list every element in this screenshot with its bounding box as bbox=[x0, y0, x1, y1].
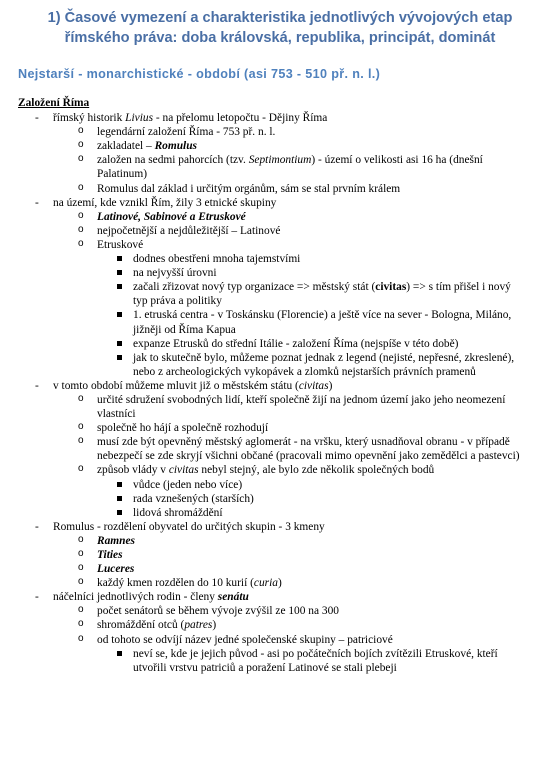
period-subtitle: Nejstarší - monarchistické - období (asi 753 - 510 př. n. l.) bbox=[18, 67, 381, 81]
outline-list bbox=[18, 111, 528, 675]
list-item bbox=[18, 590, 528, 604]
list-item: rada vznešených (starších) bbox=[18, 492, 528, 506]
text: civitas bbox=[298, 379, 329, 392]
title-line-2: římského práva: doba královská, republika, principát, dominát bbox=[64, 30, 496, 46]
text: Livius bbox=[125, 112, 154, 125]
text: ) bbox=[328, 379, 333, 392]
text: ) bbox=[212, 619, 217, 632]
list-item: o Romulus dal základ i určitým orgánům, sám se stal prvním králem bbox=[18, 182, 528, 196]
list-item bbox=[18, 111, 528, 125]
list-item: dodnes obestřeni mnoha tajemstvími bbox=[18, 252, 528, 266]
text: zakladatel – bbox=[97, 140, 155, 153]
text: ) bbox=[277, 577, 282, 590]
list-item: vůdce (jeden nebo více) bbox=[18, 478, 528, 492]
text: civitas bbox=[168, 464, 199, 477]
document-title bbox=[40, 8, 520, 48]
list-item: - na území, kde vznikl Řím, žily 3 etnické skupiny bbox=[18, 196, 528, 210]
list-item bbox=[18, 210, 528, 224]
list-item: o od tohoto se odvíjí název jedné společenské skupiny – patriciové bbox=[18, 633, 528, 647]
text: civitas bbox=[375, 281, 407, 294]
text: způsob vlády v bbox=[97, 464, 169, 477]
text: Ramnes bbox=[97, 534, 135, 547]
text: senátu bbox=[217, 591, 249, 604]
list-item: o určité sdružení svobodných lidí, kteří společně žijí na jednom území jako jeho neomezení vlastníci bbox=[18, 393, 528, 421]
list-item: o musí zde být opevněný městský aglomerát - na vršku, který usnadňoval obranu - v případě nebezpečí se zde skryjí všichni občané (pracovali mimo opevnění jako zemědělci a pastevci) bbox=[18, 435, 528, 463]
list-item: o legendární založení Říma - 753 př. n. l. bbox=[18, 125, 528, 139]
text: Septimontium bbox=[248, 154, 312, 167]
list-item: o nejpočetnější a nejdůležitější – Latinové bbox=[18, 224, 528, 238]
list-item: 1. etruská centra - v Toskánsku (Florencie) a ještě více na sever - Bologna, Miláno, jižněji od Říma Kapua bbox=[18, 308, 528, 336]
list-item bbox=[18, 618, 528, 632]
list-item: lidová shromáždění bbox=[18, 506, 528, 520]
text: založen na sedmi pahorcích (tzv. bbox=[97, 154, 249, 167]
list-item bbox=[18, 562, 528, 576]
text: začali zřizovat nový typ organizace => městský stát ( bbox=[133, 281, 376, 294]
list-item bbox=[18, 280, 528, 308]
list-item bbox=[18, 139, 528, 153]
list-item: o počet senátorů se během vývoje zvýšil ze 100 na 300 bbox=[18, 604, 528, 618]
list-item: - Romulus - rozdělení obyvatel do určitých skupin - 3 kmeny bbox=[18, 520, 528, 534]
text: ) - území o velikosti asi 16 ha (dnešní Palatinum) bbox=[97, 154, 483, 181]
list-item: jak to skutečně bylo, můžeme poznat jednak z legend (nejisté, nepřesné, zkreslené), nebo z archeologických vykopávek a zlomků nejstarších právních pramenů bbox=[18, 351, 528, 379]
list-item: o Etruskové bbox=[18, 238, 528, 252]
text: ) => s tím přišel i nový typ práva a politiky bbox=[133, 281, 511, 308]
list-item bbox=[18, 463, 528, 477]
text: náčelníci jednotlivých rodin - členy bbox=[53, 591, 218, 604]
list-item: o společně ho hájí a společně rozhodují bbox=[18, 421, 528, 435]
list-item: expanze Etrusků do střední Itálie - založení Říma (nejspíše v této době) bbox=[18, 337, 528, 351]
text: v tomto období můžeme mluvit již o městském státu ( bbox=[53, 379, 299, 392]
text: Tities bbox=[97, 549, 123, 561]
text: nebyl stejný, ale bylo zde několik společných bodů bbox=[198, 464, 435, 477]
list-item bbox=[18, 576, 528, 590]
text: patres bbox=[184, 619, 213, 632]
text: shromáždění otců ( bbox=[97, 619, 185, 632]
title-line-1: 1) Časové vymezení a charakteristika jednotlivých vývojových etap bbox=[47, 10, 513, 26]
text: římský historik bbox=[53, 112, 126, 125]
section-heading: Založení Říma bbox=[18, 97, 90, 109]
text: každý kmen rozdělen do 10 kurií ( bbox=[97, 577, 254, 590]
text: - na přelomu letopočtu - Dějiny Říma bbox=[153, 112, 328, 125]
list-item: na nejvyšší úrovni bbox=[18, 266, 528, 280]
document-body bbox=[18, 96, 528, 675]
list-item: neví se, kde je jejich původ - asi po počátečních bojích zvítězili Etruskové, kteří utvořili vrstvu patriciů a poražení Latinové se stali plebeji bbox=[18, 647, 528, 675]
list-item bbox=[18, 534, 528, 548]
text: curia bbox=[253, 577, 278, 590]
text: Luceres bbox=[97, 563, 135, 576]
text: Romulus bbox=[154, 140, 197, 153]
list-item bbox=[18, 548, 528, 562]
list-item bbox=[18, 153, 528, 181]
text: Latinové, Sabinové a Etruskové bbox=[97, 210, 246, 223]
list-item bbox=[18, 379, 528, 393]
